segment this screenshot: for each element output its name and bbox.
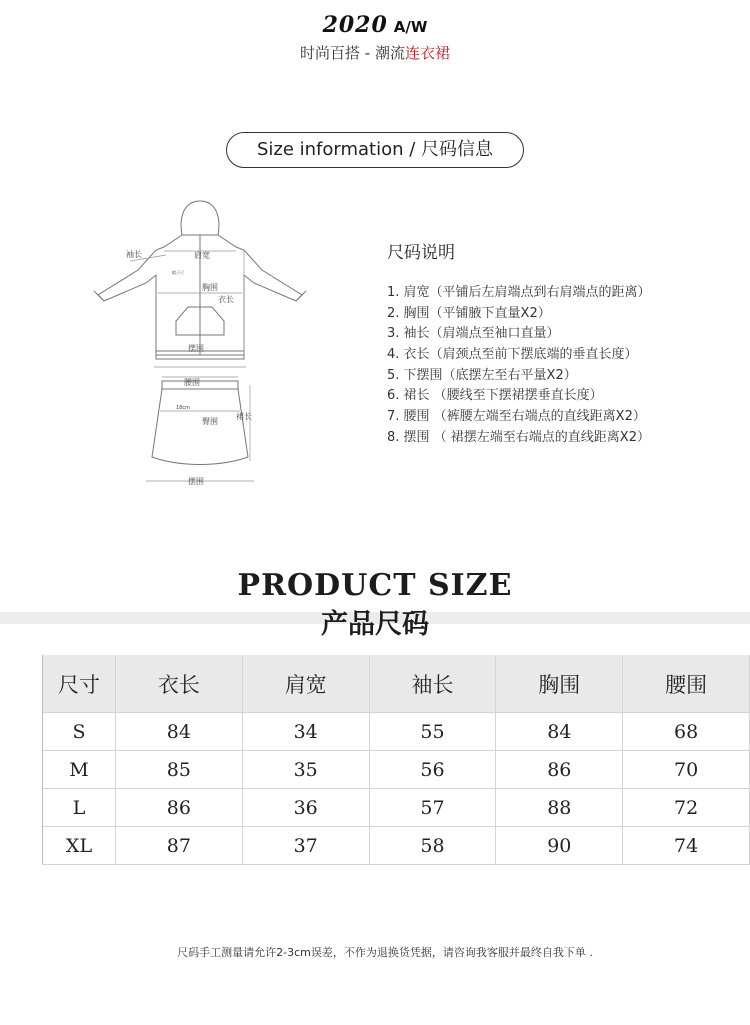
table-cell: 35	[242, 751, 369, 789]
garment-measurement-diagram	[90, 195, 320, 495]
table-cell: 87	[116, 827, 243, 865]
collection-title	[0, 12, 750, 38]
table-row	[43, 751, 750, 789]
label-skirt-length: 裙长	[236, 412, 252, 421]
column-header-waist: 腰围	[623, 655, 750, 713]
table-cell: 58	[369, 827, 496, 865]
column-header-chest: 胸围	[496, 655, 623, 713]
table-cell: 36	[242, 789, 369, 827]
subtitle-highlight: 连衣裙	[404, 44, 450, 62]
size-note-item: 4. 衣长（肩颈点至前下摆底端的垂直长度）	[387, 347, 638, 363]
label-chest: 胸围	[202, 283, 218, 292]
size-note-item: 7. 腰围 （裤腰左端至右端点的直线距离X2）	[387, 409, 646, 425]
column-header-sleeve: 袖长	[369, 655, 496, 713]
table-cell: 84	[496, 713, 623, 751]
waistband-outline	[162, 381, 238, 389]
column-header-size: 尺寸	[43, 655, 116, 713]
table-cell: S	[43, 713, 116, 751]
table-cell: 68	[623, 713, 750, 751]
size-note-item: 2. 胸围（平铺腋下直量X2）	[387, 305, 551, 321]
subtitle-prefix: 时尚百搭 - 潮流	[300, 44, 405, 62]
table-cell: 88	[496, 789, 623, 827]
table-cell: 55	[369, 713, 496, 751]
table-cell: 72	[623, 789, 750, 827]
measurement-disclaimer: 尺码手工测量请允许2-3cm误差，不作为退换货凭据，请咨询我客服并最终自我下单 .	[177, 946, 593, 959]
collection-season: A/W	[393, 18, 428, 36]
label-hem: 摆围	[188, 344, 204, 353]
hood-outline	[181, 201, 219, 235]
table-cell: 86	[496, 751, 623, 789]
collection-subtitle	[0, 42, 750, 63]
label-small-note-skirt: 18cm	[176, 405, 190, 411]
column-header-length: 衣长	[116, 655, 243, 713]
size-notes-title: 尺码说明	[387, 243, 455, 263]
table-cell: 57	[369, 789, 496, 827]
column-header-shoulder: 肩宽	[242, 655, 369, 713]
skirt-outline	[152, 389, 248, 465]
size-notes-list	[387, 283, 651, 449]
label-sleeve: 袖长	[126, 250, 142, 259]
table-cell: 34	[242, 713, 369, 751]
table-row	[43, 713, 750, 751]
label-skirt-hem: 摆围	[188, 477, 204, 486]
label-small-note-top: 帽子尺	[172, 270, 184, 275]
table-cell: 74	[623, 827, 750, 865]
collection-year: 2020	[322, 12, 388, 38]
table-cell: XL	[43, 827, 116, 865]
size-note-item: 1. 肩宽（平铺后左肩端点到右肩端点的距离）	[387, 285, 651, 300]
table-row	[43, 827, 750, 865]
size-information-badge: Size information / 尺码信息	[226, 132, 524, 168]
size-table	[42, 655, 750, 865]
size-note-item: 5. 下摆围（底摆左至右平量X2）	[387, 367, 577, 383]
table-row	[43, 789, 750, 827]
label-hip: 臀围	[202, 417, 218, 426]
table-cell: 85	[116, 751, 243, 789]
table-cell: 90	[496, 827, 623, 865]
table-cell: M	[43, 751, 116, 789]
table-header-row	[43, 655, 750, 713]
table-cell: 70	[623, 751, 750, 789]
label-shoulder: 肩宽	[194, 251, 210, 260]
size-note-item: 8. 摆围 （ 裙摆左端至右端点的直线距离X2）	[387, 429, 650, 445]
table-cell: 37	[242, 827, 369, 865]
product-size-title-cn: 产品尺码	[321, 609, 429, 640]
size-note-item: 6. 裙长 （腰线至下摆裙摆垂直长度）	[387, 388, 603, 404]
table-cell: 56	[369, 751, 496, 789]
table-cell: L	[43, 789, 116, 827]
label-waist: 腰围	[184, 378, 200, 387]
table-cell: 84	[116, 713, 243, 751]
size-note-item: 3. 袖长（肩端点至袖口直量）	[387, 326, 560, 342]
table-cell: 86	[116, 789, 243, 827]
product-size-title-en: PRODUCT SIZE	[237, 568, 513, 603]
label-length: 衣长	[218, 295, 234, 304]
